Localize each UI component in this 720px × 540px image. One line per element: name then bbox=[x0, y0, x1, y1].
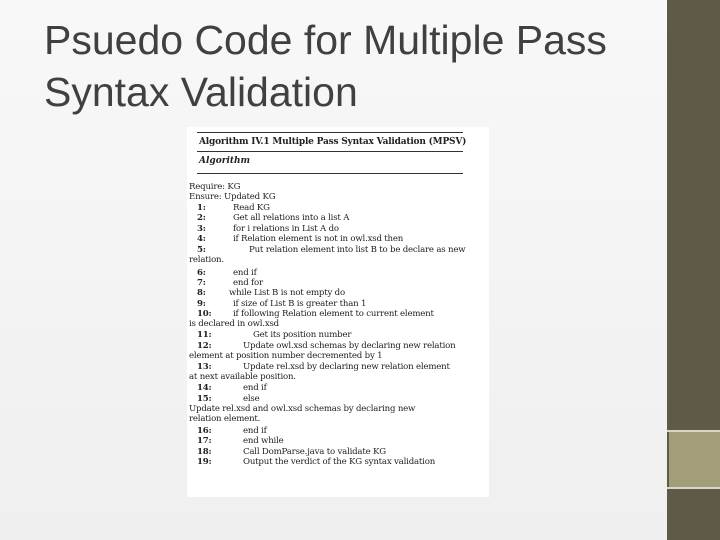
line-text: end for bbox=[233, 278, 263, 288]
line-text: if size of List B is greater than 1 bbox=[233, 299, 367, 309]
line-number: 12: bbox=[197, 341, 212, 351]
line-text: relation element. bbox=[189, 414, 261, 424]
algorithm-subheader: Algorithm bbox=[199, 156, 251, 166]
line-text: for i relations in List A do bbox=[233, 224, 339, 234]
decorative-sidebar bbox=[667, 0, 720, 540]
line-text: Put relation element into list B to be declare as new bbox=[249, 245, 466, 255]
line-text: Update owl.xsd schemas by declaring new relation bbox=[243, 341, 456, 351]
header-rule bbox=[197, 151, 463, 152]
line-number: 9: bbox=[197, 299, 206, 309]
line-text: if Relation element is not in owl.xsd then bbox=[233, 234, 404, 244]
line-text: Ensure: Updated KG bbox=[189, 192, 276, 202]
line-number: 3: bbox=[197, 224, 206, 234]
line-number: 18: bbox=[197, 447, 212, 457]
algorithm-image bbox=[187, 127, 489, 497]
line-text: end if bbox=[243, 426, 267, 436]
line-text: if following Relation element to current element bbox=[233, 309, 434, 319]
line-text: Read KG bbox=[233, 203, 270, 213]
line-text: Get its position number bbox=[253, 330, 352, 340]
top-rule bbox=[197, 132, 463, 133]
line-number: 15: bbox=[197, 394, 212, 404]
line-text: Get all relations into a list A bbox=[233, 213, 350, 223]
line-text: Output the verdict of the KG syntax validation bbox=[243, 457, 436, 467]
line-number: 14: bbox=[197, 383, 212, 393]
line-number: 4: bbox=[197, 234, 206, 244]
line-number: 6: bbox=[197, 268, 206, 278]
line-text: Require: KG bbox=[189, 182, 241, 192]
sidebar-accent-block bbox=[669, 432, 720, 487]
algorithm-header: Algorithm IV.1 Multiple Pass Syntax Validation (MPSV) bbox=[199, 137, 467, 147]
line-number: 13: bbox=[197, 362, 212, 372]
line-number: 8: bbox=[197, 288, 206, 298]
line-number: 19: bbox=[197, 457, 212, 467]
line-number: 2: bbox=[197, 213, 206, 223]
line-number: 5: bbox=[197, 245, 206, 255]
line-number: 11: bbox=[197, 330, 212, 340]
slide-title bbox=[44, 14, 644, 118]
line-text: at next available position. bbox=[189, 372, 296, 382]
line-text: Update rel.xsd and owl.xsd schemas by declaring new bbox=[189, 404, 416, 414]
line-text: while List B is not empty do bbox=[229, 288, 345, 298]
title-line-2: Syntax Validation bbox=[44, 69, 358, 115]
line-number: 10: bbox=[197, 309, 212, 319]
line-text: element at position number decremented by 1 bbox=[189, 351, 383, 361]
line-text: else bbox=[243, 394, 260, 404]
line-text: end while bbox=[243, 436, 284, 446]
subheader-rule bbox=[197, 173, 463, 174]
sidebar-separator bbox=[667, 487, 720, 489]
line-text: Update rel.xsd by declaring new relation element bbox=[243, 362, 450, 372]
line-text: is declared in owl.xsd bbox=[189, 319, 279, 329]
title-line-1: Psuedo Code for Multiple Pass bbox=[44, 17, 607, 63]
line-text: end if bbox=[243, 383, 267, 393]
line-text: Call DomParse.java to validate KG bbox=[243, 447, 386, 457]
line-text: end if bbox=[233, 268, 257, 278]
line-number: 17: bbox=[197, 436, 212, 446]
line-number: 16: bbox=[197, 426, 212, 436]
line-number: 7: bbox=[197, 278, 206, 288]
line-text: relation. bbox=[189, 255, 224, 265]
line-number: 1: bbox=[197, 203, 206, 213]
